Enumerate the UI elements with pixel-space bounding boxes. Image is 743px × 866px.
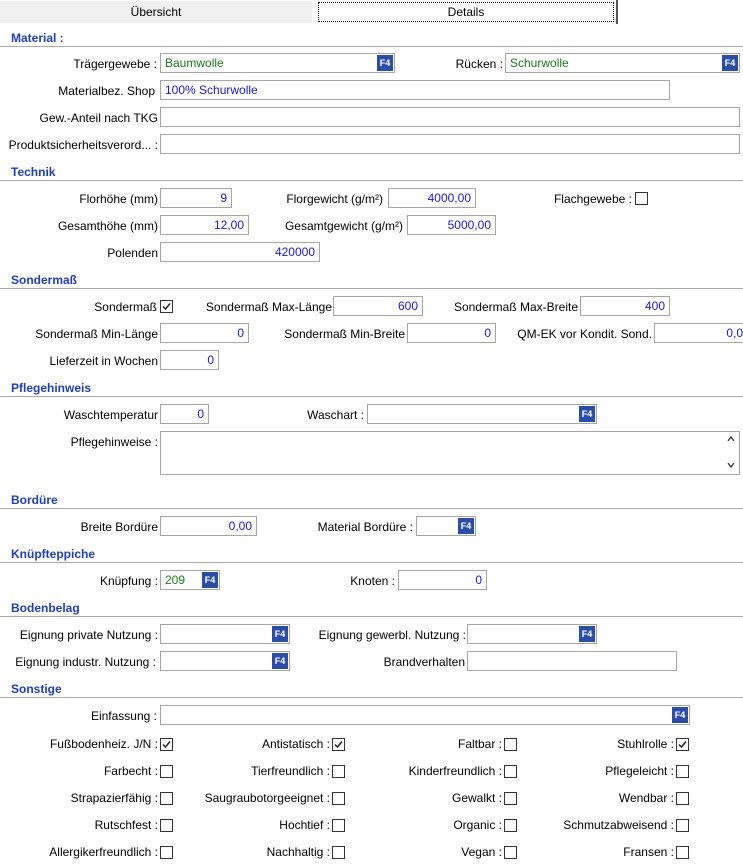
- waschart-label: Waschart :: [307, 408, 364, 422]
- feature-checkbox[interactable]: [160, 765, 173, 778]
- feature-checkbox[interactable]: [504, 819, 517, 832]
- material-bordure-label: Material Bordüre :: [317, 520, 413, 534]
- florgewicht-label: Florgewicht (g/m²): [286, 192, 383, 206]
- florhoehe-field[interactable]: 9: [160, 188, 232, 208]
- feature-checkbox-label: Hochtief :: [279, 818, 330, 832]
- feature-checkbox[interactable]: [332, 846, 345, 859]
- traegergewebe-label: Trägergewebe :: [73, 57, 157, 71]
- section-divider: [0, 508, 743, 509]
- sondermass-label: Sondermaß: [94, 300, 157, 314]
- section-divider: [0, 616, 743, 617]
- feature-checkbox-label: Schmutzabweisend :: [563, 818, 674, 832]
- scroll-up-icon[interactable]: [725, 434, 737, 446]
- lieferzeit-label: Lieferzeit in Wochen: [49, 354, 158, 368]
- feature-checkbox[interactable]: [160, 846, 173, 859]
- gesamthoehe-field[interactable]: 12,00: [160, 215, 249, 235]
- f4-lookup-button[interactable]: F4: [458, 518, 474, 534]
- max-breite-field[interactable]: 400: [580, 296, 670, 316]
- tab-separator: [616, 0, 618, 24]
- min-breite-label: Sondermaß Min-Breite: [284, 327, 405, 341]
- gewerbl-field[interactable]: [467, 624, 597, 644]
- feature-checkbox-label: Gewalkt :: [451, 791, 502, 805]
- max-laenge-label: Sondermaß Max-Länge: [205, 300, 332, 314]
- f4-lookup-button[interactable]: F4: [377, 55, 393, 71]
- max-laenge-field[interactable]: 600: [333, 296, 423, 316]
- feature-checkbox-label: Farbecht :: [103, 764, 158, 778]
- gesamtgewicht-field[interactable]: 5000,00: [407, 215, 496, 235]
- feature-checkbox-label: Organic :: [453, 818, 502, 832]
- tab-details[interactable]: Details: [318, 2, 614, 22]
- feature-checkbox[interactable]: [332, 792, 345, 805]
- feature-checkbox-label: Tierfreundlich :: [251, 764, 330, 778]
- scroll-down-icon[interactable]: [725, 460, 737, 472]
- industr-field[interactable]: [160, 651, 290, 671]
- section-divider: [0, 288, 743, 289]
- pflegehinweise-label: Pflegehinweise :: [70, 435, 158, 449]
- tkg-field[interactable]: [160, 107, 740, 127]
- f4-lookup-button[interactable]: F4: [722, 55, 738, 71]
- feature-checkbox[interactable]: [160, 792, 173, 805]
- tkg-label: Gew.-Anteil nach TKG: [39, 111, 158, 125]
- brand-field[interactable]: [467, 651, 677, 671]
- traegergewebe-value: Baumwolle: [165, 56, 224, 70]
- waschtemp-label: Waschtemperatur: [63, 408, 158, 422]
- knoten-field[interactable]: 0: [398, 570, 487, 590]
- industr-label: Eignung industr. Nutzung :: [15, 655, 156, 669]
- feature-checkbox[interactable]: [676, 738, 689, 751]
- knuepfung-value: 209: [165, 573, 186, 587]
- section-divider: [0, 562, 743, 563]
- section-divider: [0, 697, 743, 698]
- section-divider: [0, 396, 743, 397]
- section-title-material: Material :: [11, 31, 64, 45]
- pflegehinweise-textarea[interactable]: [160, 431, 740, 475]
- privat-field[interactable]: [160, 624, 290, 644]
- gewerbl-label: Eignung gewerbl. Nutzung :: [318, 628, 466, 642]
- f4-lookup-button[interactable]: F4: [272, 653, 288, 669]
- section-title-sonstige: Sonstige: [11, 682, 62, 696]
- section-divider: [0, 46, 743, 47]
- ruecken-field[interactable]: [505, 53, 740, 73]
- f4-lookup-button[interactable]: F4: [672, 707, 688, 723]
- feature-checkbox[interactable]: [160, 819, 173, 832]
- knuepfung-field[interactable]: [160, 570, 220, 590]
- feature-checkbox-label: Fußbodenheiz. J/N :: [49, 737, 158, 751]
- f4-lookup-button[interactable]: F4: [202, 572, 218, 588]
- feature-checkbox-label: Fransen :: [623, 845, 674, 859]
- breite-bordure-label: Breite Bordüre: [80, 520, 158, 534]
- feature-checkbox-label: Rutschfest :: [94, 818, 158, 832]
- section-title-bordure: Bordüre: [11, 493, 58, 507]
- feature-checkbox[interactable]: [332, 819, 345, 832]
- section-title-pflegehinweis: Pflegehinweis: [11, 381, 92, 395]
- gesamtgewicht-label: Gesamtgewicht (g/m²): [284, 219, 403, 233]
- feature-checkbox-label: Faltbar :: [457, 737, 502, 751]
- waschart-field[interactable]: [367, 404, 597, 424]
- brand-label: Brandverhalten: [383, 655, 465, 669]
- ruecken-value: Schurwolle: [510, 56, 569, 70]
- feature-checkbox[interactable]: [504, 765, 517, 778]
- feature-checkbox[interactable]: [504, 792, 517, 805]
- feature-checkbox[interactable]: [676, 792, 689, 805]
- feature-checkbox-label: Stuhlrolle :: [617, 737, 674, 751]
- section-title-technik: Technik: [11, 165, 56, 179]
- feature-checkbox-label: Allergikerfreundlich :: [49, 845, 158, 859]
- min-laenge-field[interactable]: 0: [160, 323, 249, 343]
- tab-overview[interactable]: Übersicht: [0, 1, 312, 23]
- polenden-field[interactable]: 420000: [160, 242, 320, 262]
- ruecken-label: Rücken :: [455, 57, 503, 71]
- section-title-bodenbelag: Bodenbelag: [11, 601, 80, 615]
- einfassung-field[interactable]: [160, 705, 690, 725]
- lieferzeit-field[interactable]: 0: [160, 350, 219, 370]
- section-title-sondermass: Sondermaß: [11, 273, 78, 287]
- feature-checkbox[interactable]: [160, 738, 173, 751]
- feature-checkbox[interactable]: [676, 846, 689, 859]
- florgewicht-field[interactable]: 4000,00: [388, 188, 476, 208]
- feature-checkbox-label: Vegan :: [461, 845, 502, 859]
- gesamthoehe-label: Gesamthöhe (mm): [57, 219, 158, 233]
- waschtemp-field[interactable]: 0: [160, 404, 209, 424]
- knoten-label: Knoten :: [350, 574, 395, 588]
- feature-checkbox[interactable]: [332, 738, 345, 751]
- f4-lookup-button[interactable]: F4: [579, 406, 595, 422]
- feature-checkbox-label: Strapazierfähig :: [70, 791, 158, 805]
- feature-checkbox[interactable]: [332, 765, 345, 778]
- breite-bordure-field[interactable]: 0,00: [160, 516, 257, 536]
- feature-checkbox[interactable]: [504, 846, 517, 859]
- traegergewebe-field[interactable]: [160, 53, 395, 73]
- feature-checkbox-label: Pflegeleicht :: [605, 764, 674, 778]
- feature-checkbox[interactable]: [504, 738, 517, 751]
- privat-label: Eignung private Nutzung :: [19, 628, 158, 642]
- feature-checkbox-label: Antistatisch :: [261, 737, 330, 751]
- shop-label: Materialbez. Shop: [58, 84, 155, 98]
- f4-lookup-button[interactable]: F4: [272, 626, 288, 642]
- sondermass-checkbox[interactable]: [160, 300, 173, 313]
- einfassung-label: Einfassung :: [90, 709, 157, 723]
- feature-checkbox[interactable]: [676, 765, 689, 778]
- knuepfung-label: Knüpfung :: [99, 574, 158, 588]
- section-title-knuepfteppiche: Knüpfteppiche: [11, 547, 95, 561]
- psv-label: Produktsicherheitsverord... :: [8, 138, 158, 152]
- florhoehe-label: Florhöhe (mm): [79, 192, 158, 206]
- f4-lookup-button[interactable]: F4: [579, 626, 595, 642]
- max-breite-label: Sondermaß Max-Breite: [453, 300, 578, 314]
- min-laenge-label: Sondermaß Min-Länge: [35, 327, 158, 341]
- qm-ek-label: QM-EK vor Kondit. Sond.: [517, 327, 652, 341]
- feature-checkbox[interactable]: [676, 819, 689, 832]
- polenden-label: Polenden: [107, 246, 158, 260]
- material-bordure-field[interactable]: [416, 516, 476, 536]
- feature-checkbox-label: Kinderfreundlich :: [408, 764, 502, 778]
- qm-ek-field[interactable]: 0,0: [654, 323, 743, 343]
- feature-checkbox-label: Wendbar :: [618, 791, 674, 805]
- min-breite-field[interactable]: 0: [407, 323, 496, 343]
- flachgewebe-checkbox[interactable]: [635, 192, 648, 205]
- feature-checkbox-label: Saugraubotorgeeignet :: [204, 791, 330, 805]
- section-divider: [0, 180, 743, 181]
- shop-field[interactable]: 100% Schurwolle: [160, 80, 670, 100]
- psv-field[interactable]: [160, 134, 740, 154]
- feature-checkbox-label: Nachhaltig :: [266, 845, 330, 859]
- flachgewebe-label: Flachgewebe :: [553, 192, 632, 206]
